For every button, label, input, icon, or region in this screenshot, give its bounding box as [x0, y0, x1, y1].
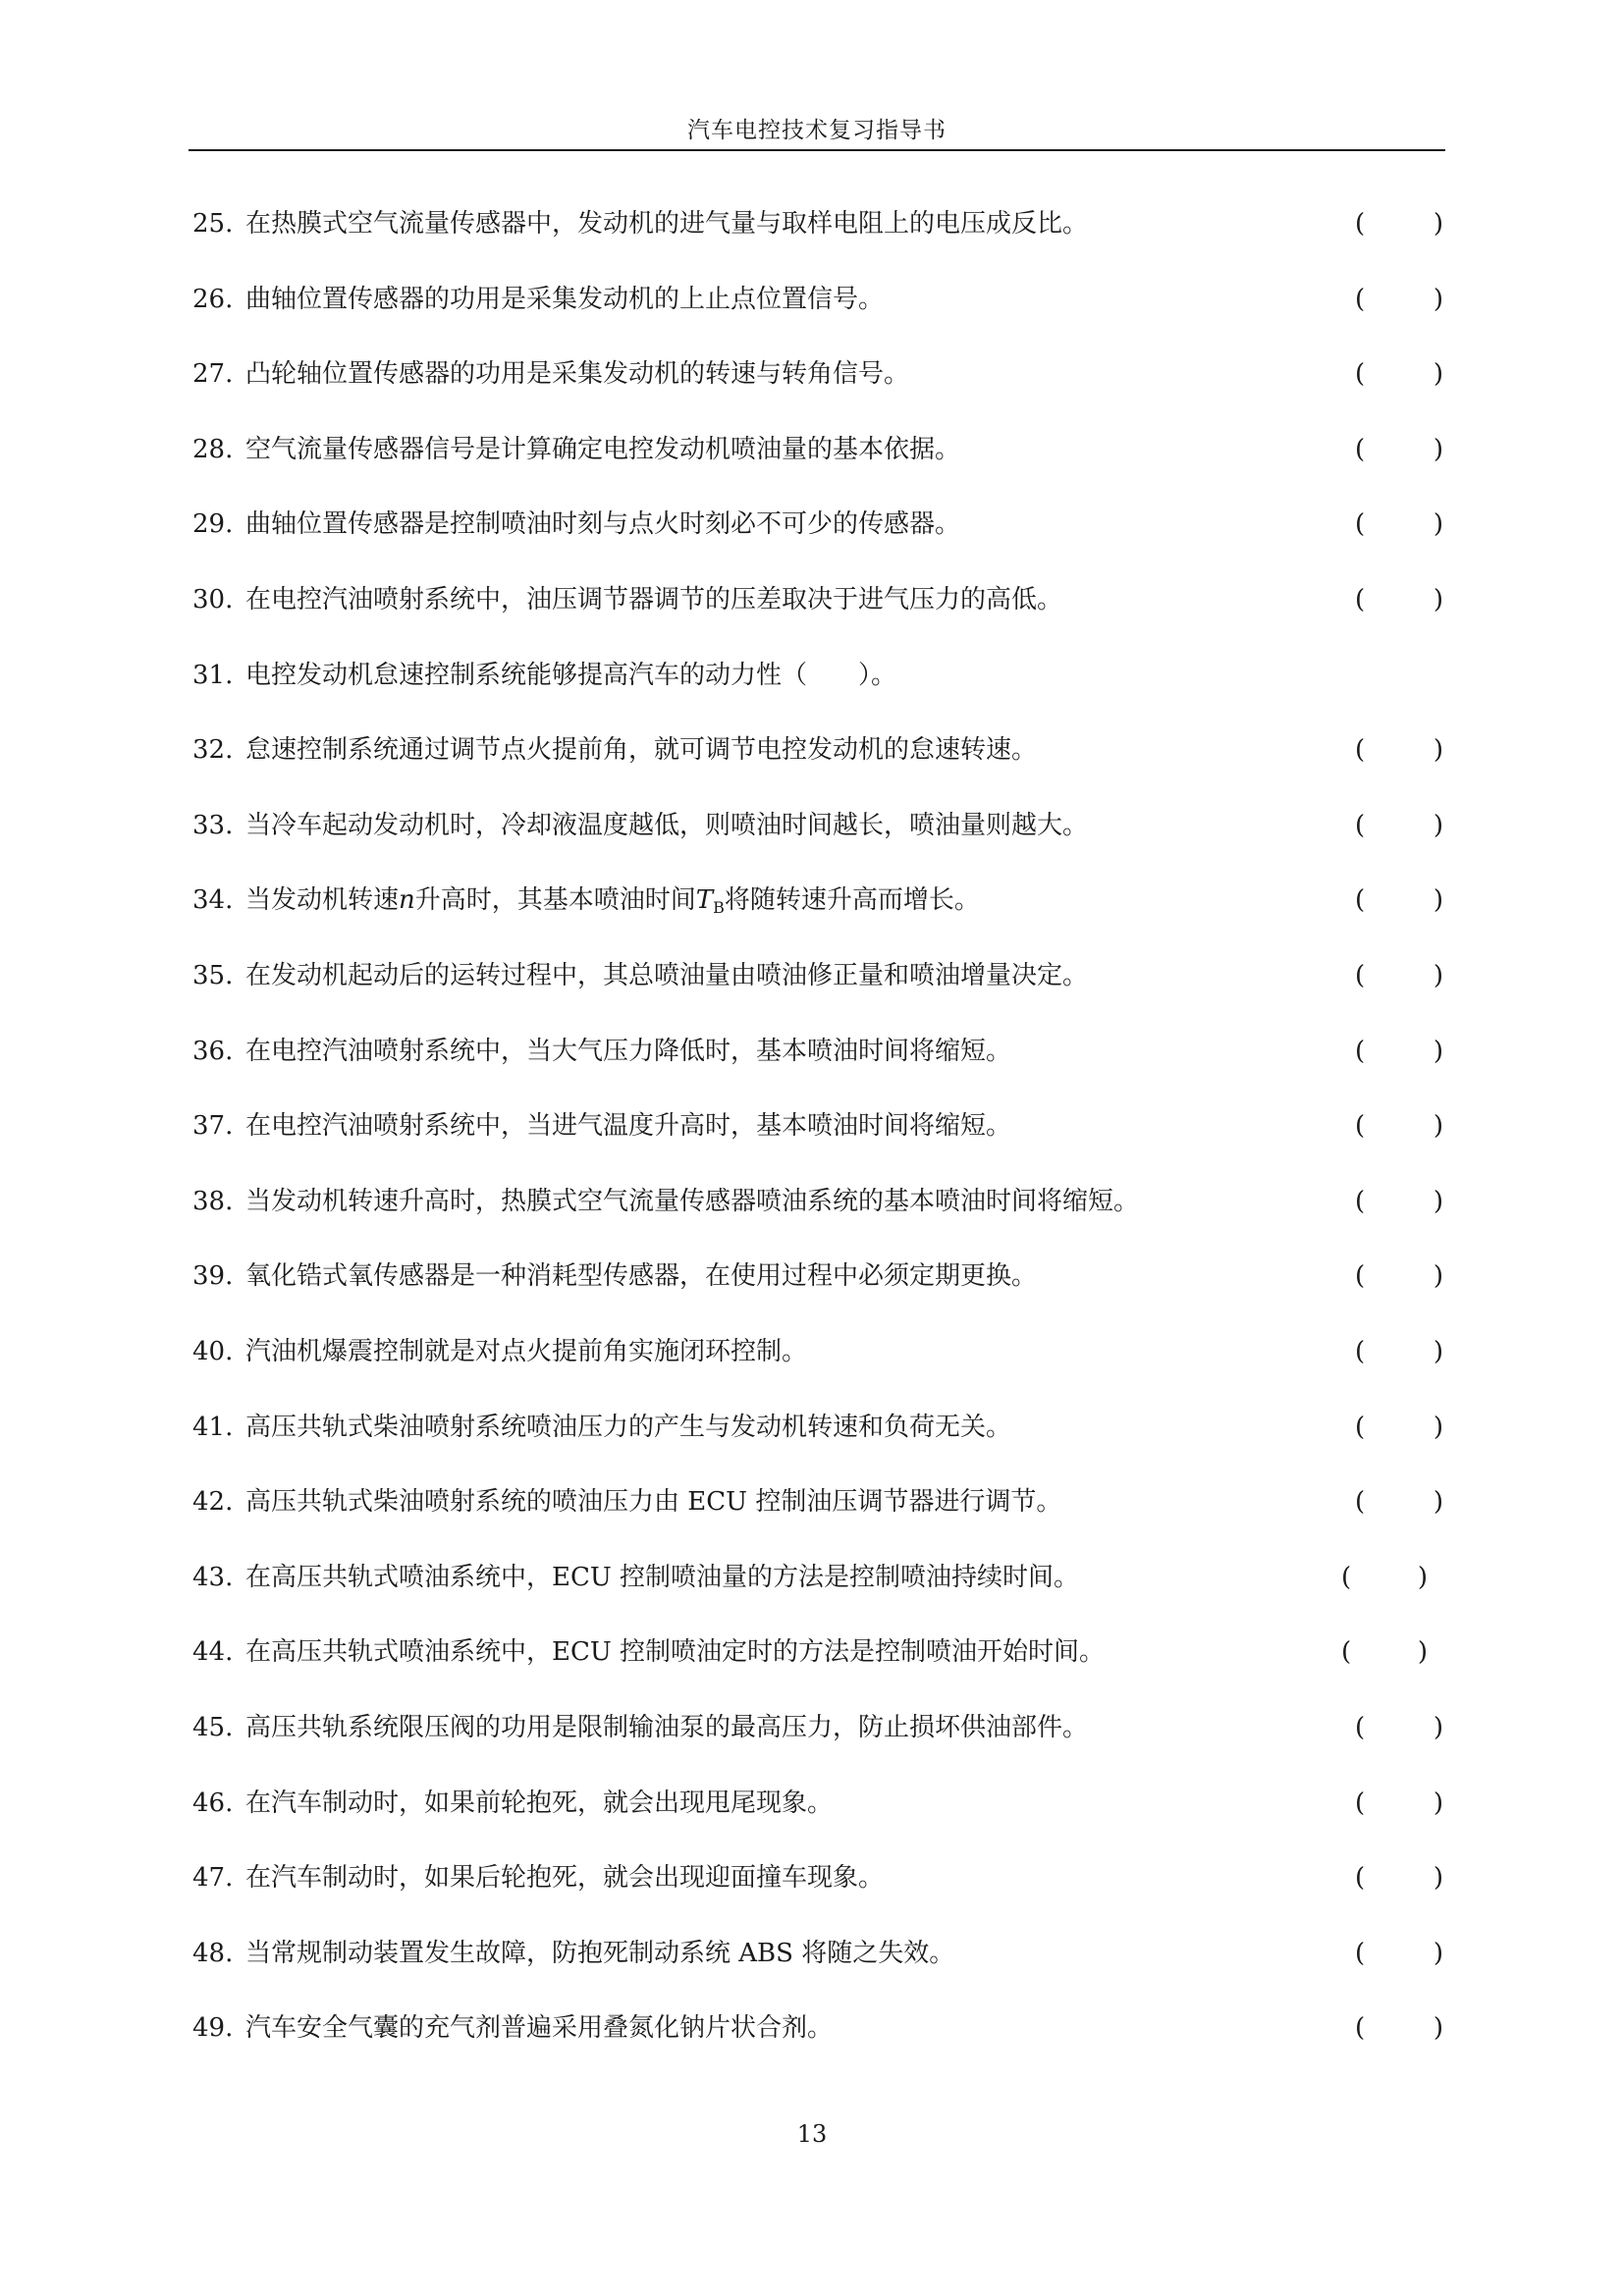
question-item [192, 201, 1469, 246]
question-number: 40. [192, 1337, 234, 1366]
answer-blank: ( ) [1355, 1939, 1443, 1968]
answer-blank: ( ) [1355, 435, 1443, 464]
question-text: 当常规制动装置发生故障，防抱死制动系统 ABS 将随之失效。 [245, 1939, 955, 1968]
question-number: 34. [192, 885, 234, 915]
answer-blank: ( ) [1355, 359, 1443, 389]
question-item [192, 1179, 1469, 1224]
question-item [192, 953, 1469, 998]
question-text: 怠速控制系统通过调节点火提前角，就可调节电控发动机的怠速转速。 [245, 735, 1038, 765]
question-number: 42. [192, 1487, 234, 1517]
question-text: 在汽车制动时，如果后轮抱死，就会出现迎面撞车现象。 [245, 1863, 885, 1893]
question-number: 25. [192, 209, 234, 239]
question-number: 46. [192, 1789, 234, 1818]
answer-blank: ( ) [1355, 1037, 1443, 1066]
answer-blank: ( ) [1341, 1637, 1428, 1667]
question-number: 48. [192, 1939, 234, 1968]
question-item [192, 577, 1469, 622]
question-item [192, 1479, 1469, 1524]
answer-blank: ( ) [1355, 1713, 1443, 1742]
question-text: 在热膜式空气流量传感器中，发动机的进气量与取样电阻上的电压成反比。 [245, 209, 1089, 239]
answer-blank: ( ) [1355, 1111, 1443, 1141]
question-item [192, 1254, 1469, 1299]
question-item [192, 1855, 1469, 1900]
answer-blank: ( ) [1355, 735, 1443, 765]
question-item [192, 1705, 1469, 1750]
question-item [192, 803, 1469, 848]
variable-subscript: B [713, 898, 725, 917]
question-text: 在电控汽油喷射系统中，当大气压力降低时，基本喷油时间将缩短。 [245, 1037, 1012, 1066]
question-text: 汽车安全气囊的充气剂普遍采用叠氮化钠片状合剂。 [245, 2013, 834, 2043]
question-text: 当冷车起动发动机时，冷却液温度越低，则喷油时间越长，喷油量则越大。 [245, 811, 1089, 840]
question-number: 36. [192, 1037, 234, 1066]
question-item [192, 1781, 1469, 1826]
question-number: 41. [192, 1413, 234, 1442]
question-number: 26. [192, 285, 234, 314]
question-text: 当发动机转速n升高时，其基本喷油时间$T_B$将随转速升高而增长。 [245, 885, 980, 917]
question-item [192, 427, 1469, 472]
question-item [192, 502, 1469, 547]
question-item [192, 653, 1469, 698]
question-number: 33. [192, 811, 234, 840]
question-text: 在汽车制动时，如果前轮抱死，就会出现甩尾现象。 [245, 1789, 834, 1818]
answer-blank: ( ) [1341, 1563, 1428, 1592]
question-text: 电控发动机怠速控制系统能够提高汽车的动力性（ ）。 [245, 661, 897, 690]
question-item [192, 2005, 1469, 2051]
question-item [192, 1405, 1469, 1450]
question-number: 38. [192, 1187, 234, 1216]
answer-blank: ( ) [1355, 1337, 1443, 1366]
question-text: 凸轮轴位置传感器的功用是采集发动机的转速与转角信号。 [245, 359, 910, 389]
answer-blank: ( ) [1355, 811, 1443, 840]
answer-blank: ( ) [1355, 1261, 1443, 1291]
question-number: 27. [192, 359, 234, 389]
answer-blank: ( ) [1355, 285, 1443, 314]
question-text: 氧化锆式氧传感器是一种消耗型传感器，在使用过程中必须定期更换。 [245, 1261, 1038, 1291]
question-number: 29. [192, 509, 234, 539]
question-text: 曲轴位置传感器的功用是采集发动机的上止点位置信号。 [245, 285, 885, 314]
question-number: 32. [192, 735, 234, 765]
question-number: 45. [192, 1713, 234, 1742]
answer-blank: ( ) [1355, 585, 1443, 614]
question-number: 47. [192, 1863, 234, 1893]
question-item [192, 1629, 1469, 1675]
answer-blank: ( ) [1355, 1789, 1443, 1818]
question-number: 35. [192, 961, 234, 990]
question-item [192, 1555, 1469, 1600]
question-text: 曲轴位置传感器是控制喷油时刻与点火时刻必不可少的传感器。 [245, 509, 961, 539]
page-number: 13 [796, 2120, 828, 2148]
question-number: 49. [192, 2013, 234, 2043]
answer-blank: ( ) [1355, 1413, 1443, 1442]
running-header: 汽车电控技术复习指导书 [687, 118, 947, 143]
question-text: 高压共轨系统限压阀的功用是限制输油泵的最高压力，防止损坏供油部件。 [245, 1713, 1089, 1742]
question-item [192, 1931, 1469, 1976]
question-text: 在高压共轨式喷油系统中，ECU 控制喷油定时的方法是控制喷油开始时间。 [245, 1637, 1106, 1667]
question-number: 30. [192, 585, 234, 614]
question-item [192, 1029, 1469, 1074]
question-item [192, 1329, 1469, 1374]
question-text: 高压共轨式柴油喷射系统喷油压力的产生与发动机转速和负荷无关。 [245, 1413, 1012, 1442]
question-text: 空气流量传感器信号是计算确定电控发动机喷油量的基本依据。 [245, 435, 961, 464]
answer-blank: ( ) [1355, 1487, 1443, 1517]
answer-blank: ( ) [1355, 885, 1443, 915]
question-text: 在电控汽油喷射系统中，油压调节器调节的压差取决于进气压力的高低。 [245, 585, 1063, 614]
question-number: 31. [192, 661, 234, 690]
question-item [192, 351, 1469, 397]
question-number: 43. [192, 1563, 234, 1592]
question-number: 44. [192, 1637, 234, 1667]
question-number: 37. [192, 1111, 234, 1141]
question-item [192, 277, 1469, 322]
variable-n: n [399, 885, 415, 915]
question-text: 高压共轨式柴油喷射系统的喷油压力由 ECU 控制油压调节器进行调节。 [245, 1487, 1062, 1517]
answer-blank: ( ) [1355, 509, 1443, 539]
question-text: 在发动机起动后的运转过程中，其总喷油量由喷油修正量和喷油增量决定。 [245, 961, 1089, 990]
question-text: 在电控汽油喷射系统中，当进气温度升高时，基本喷油时间将缩短。 [245, 1111, 1012, 1141]
question-item [192, 1103, 1469, 1148]
answer-blank: ( ) [1355, 1863, 1443, 1893]
answer-blank: ( ) [1355, 1187, 1443, 1216]
question-item [192, 727, 1469, 773]
question-number: 39. [192, 1261, 234, 1291]
question-text: 在高压共轨式喷油系统中，ECU 控制喷油量的方法是控制喷油持续时间。 [245, 1563, 1080, 1592]
variable-t: T [695, 885, 714, 915]
question-text: 汽油机爆震控制就是对点火提前角实施闭环控制。 [245, 1337, 808, 1366]
answer-blank: ( ) [1355, 2013, 1443, 2043]
answer-blank: ( ) [1355, 961, 1443, 990]
question-item [192, 878, 1469, 923]
question-number: 28. [192, 435, 234, 464]
answer-blank: ( ) [1355, 209, 1443, 239]
question-text: 当发动机转速升高时，热膜式空气流量传感器喷油系统的基本喷油时间将缩短。 [245, 1187, 1140, 1216]
